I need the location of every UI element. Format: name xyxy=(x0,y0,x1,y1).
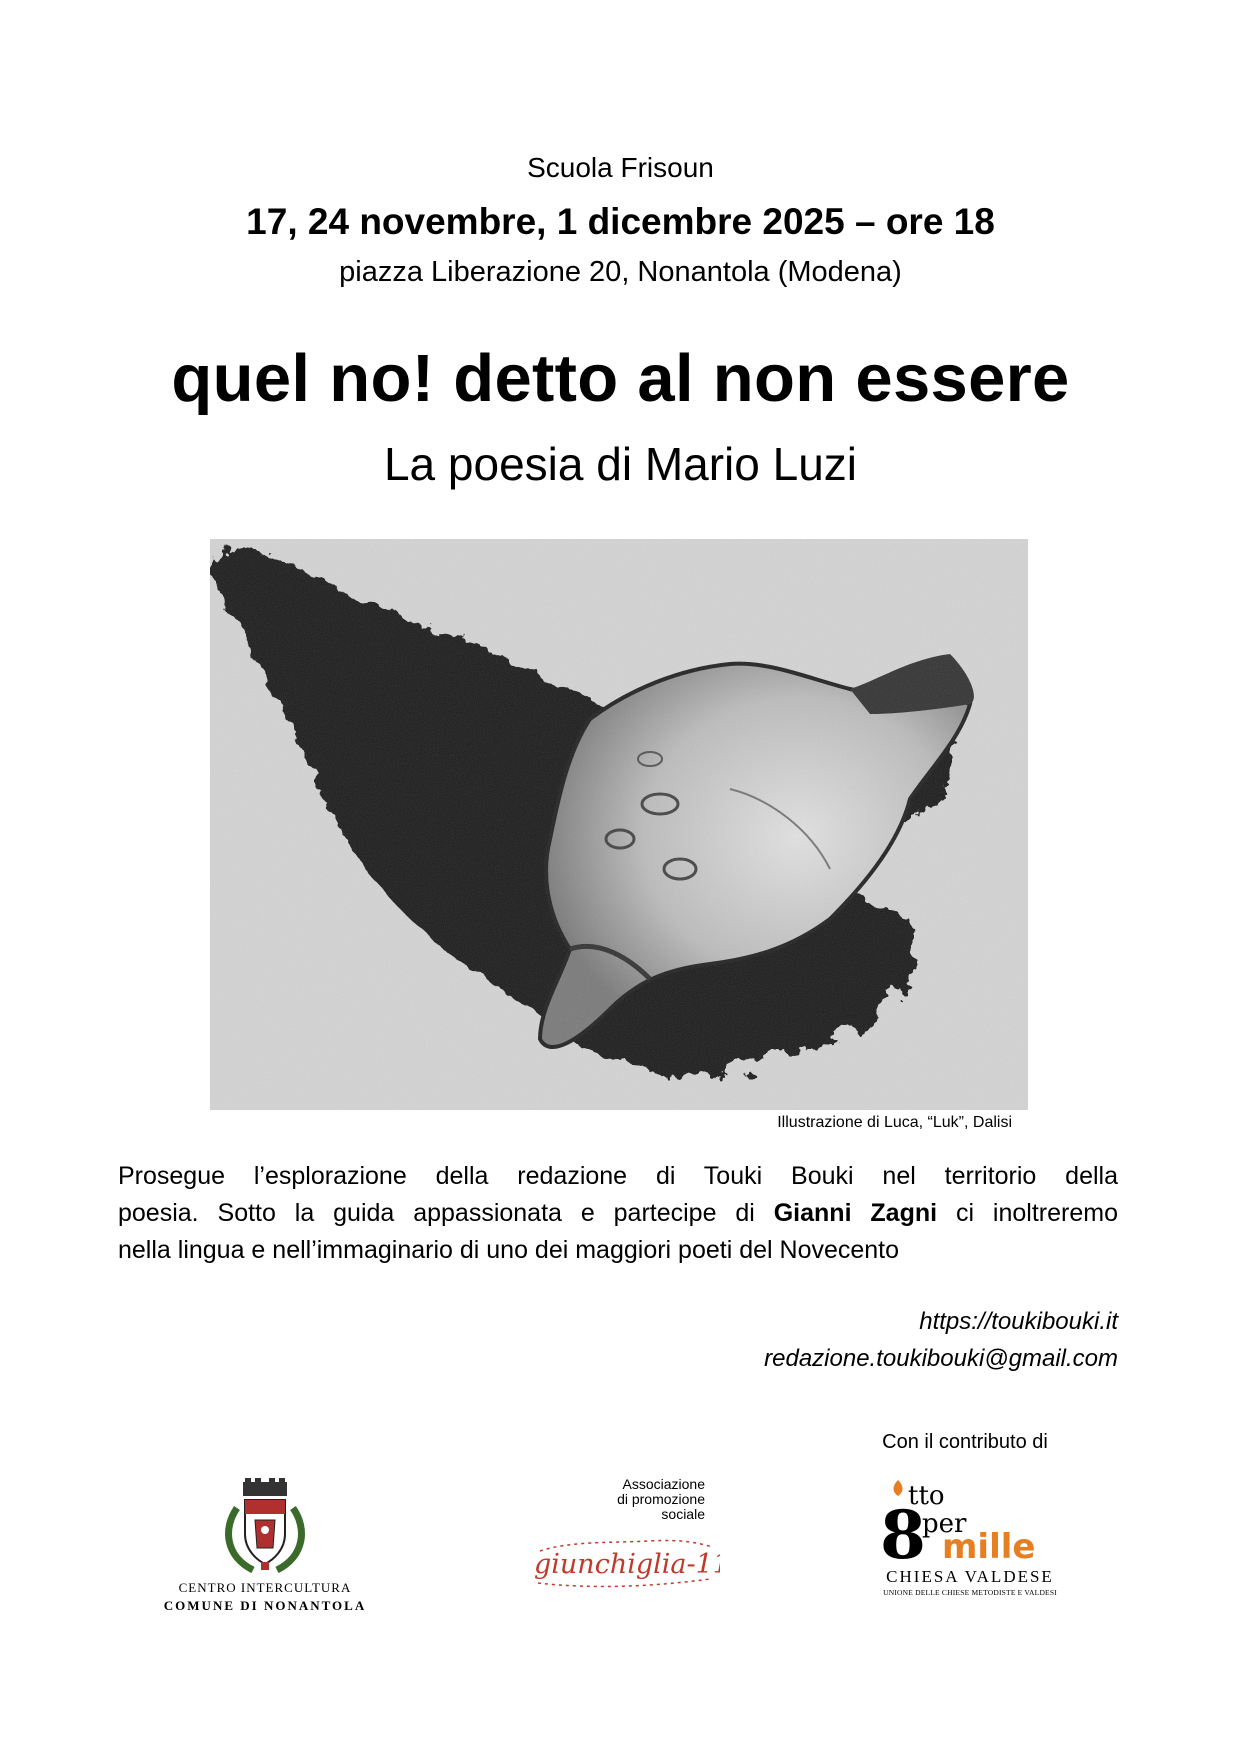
description-line xyxy=(118,1195,1118,1232)
event-venue: piazza Liberazione 20, Nonantola (Modena) xyxy=(339,256,902,288)
assoc-line: sociale xyxy=(661,1506,705,1522)
email-link[interactable]: redazione.toukibouki@gmail.com xyxy=(764,1345,1118,1372)
description-line: nella lingua e nell’immaginario di uno dei maggiori poeti del Novecento xyxy=(118,1236,900,1264)
comune-nonantola-logo xyxy=(160,1478,370,1613)
mille-text: mille xyxy=(942,1527,1036,1566)
speaker-name: Gianni Zagni xyxy=(773,1199,938,1227)
ottopermille-brand xyxy=(880,1474,1060,1571)
assoc-line: di promozione xyxy=(617,1491,705,1507)
website-link[interactable]: https://toukibouki.it xyxy=(919,1308,1118,1335)
comune-line1: CENTRO INTERCULTURA xyxy=(178,1580,352,1595)
chiesa-valdese: CHIESA VALDESE xyxy=(886,1567,1054,1586)
description-line: Prosegue l’esplorazione della redazione di Touki Bouki nel territorio della xyxy=(118,1162,1118,1190)
otto-text: tto xyxy=(908,1481,945,1511)
poster-title: quel no! detto al non essere xyxy=(171,341,1070,416)
association-label xyxy=(617,1477,705,1522)
illustration-caption: Illustrazione di Luca, “Luk”, Dalisi xyxy=(777,1114,1012,1131)
description-paragraph xyxy=(118,1158,1118,1269)
contribution-label: Con il contributo di xyxy=(882,1431,1048,1453)
giunchiglia-brand xyxy=(530,1529,720,1596)
description-text: poesia. Sotto la guida appassionata e partecipe di xyxy=(118,1199,774,1227)
eight-numeral: 8 xyxy=(880,1496,926,1566)
giunchiglia-logo xyxy=(525,1477,725,1587)
ottopermille-logo xyxy=(880,1474,1060,1614)
charcoal-drawing-image xyxy=(210,539,1028,1110)
giunchiglia-text: giunchiglia-11 xyxy=(534,1549,720,1580)
poster-subtitle: La poesia di Mario Luzi xyxy=(383,438,858,490)
per-text: per xyxy=(922,1509,967,1539)
description-text: ci inoltreremo xyxy=(937,1199,1118,1227)
event-dates: 17, 24 novembre, 1 dicembre 2025 – ore 18 xyxy=(246,201,995,242)
unione-chiese: UNIONE DELLE CHIESE METODISTE E VALDESI xyxy=(883,1588,1057,1597)
comune-line2: COMUNE DI NONANTOLA xyxy=(163,1598,367,1613)
illustration xyxy=(210,539,1028,1110)
assoc-line: Associazione xyxy=(622,1476,705,1492)
coat-of-arms-icon xyxy=(215,1478,315,1581)
organizer: Scuola Frisoun xyxy=(527,152,714,183)
